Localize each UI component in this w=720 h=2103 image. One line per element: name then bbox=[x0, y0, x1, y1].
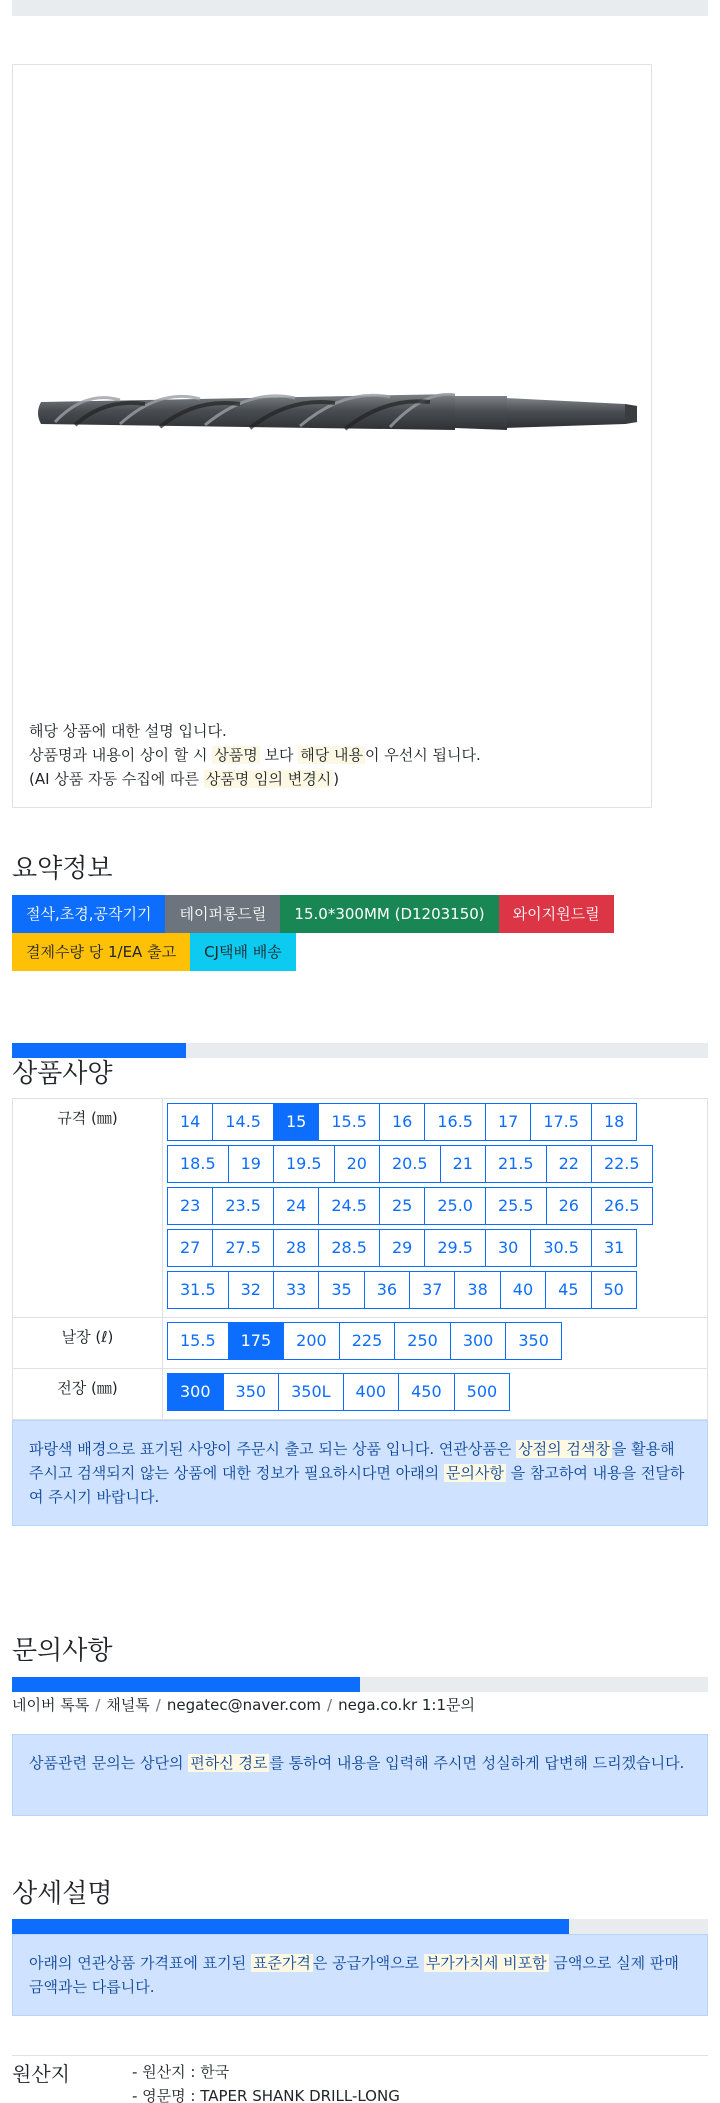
search-hint: 상점의 검색창 bbox=[518, 1440, 610, 1458]
spec-progress-fill bbox=[12, 1043, 186, 1058]
spec-option[interactable]: 28 bbox=[273, 1229, 319, 1267]
spec-label: 규격 (㎜) bbox=[13, 1099, 163, 1317]
spec-option[interactable]: 450 bbox=[398, 1373, 455, 1411]
spec-option[interactable]: 25.5 bbox=[485, 1187, 547, 1225]
option-line bbox=[167, 1103, 703, 1141]
option-line bbox=[167, 1187, 703, 1225]
origin-country: - 원산지 : 한국 bbox=[132, 2063, 230, 2081]
summary-badges bbox=[12, 895, 672, 971]
badge-row-2 bbox=[12, 933, 672, 971]
naver-talk-link[interactable]: 네이버 톡톡 bbox=[12, 1696, 90, 1714]
brand-badge: 와이지원드릴 bbox=[499, 895, 614, 933]
spec-option[interactable]: 37 bbox=[409, 1271, 455, 1309]
option-line bbox=[167, 1229, 703, 1267]
detail-title: 상세설명 bbox=[12, 1879, 113, 1909]
spec-option[interactable]: 26 bbox=[546, 1187, 592, 1225]
detail-progress bbox=[12, 1919, 708, 1934]
spec-option[interactable]: 35 bbox=[318, 1271, 364, 1309]
spec-option[interactable]: 30.5 bbox=[530, 1229, 592, 1267]
spec-option[interactable]: 30 bbox=[485, 1229, 531, 1267]
spec-option-selected[interactable]: 175 bbox=[228, 1322, 285, 1360]
spec-label: 전장 (㎜) bbox=[13, 1369, 163, 1419]
option-line bbox=[167, 1373, 703, 1411]
spec-option[interactable]: 28.5 bbox=[318, 1229, 380, 1267]
category-badge: 절삭,초경,공작기기 bbox=[12, 895, 165, 933]
summary-title: 요약정보 bbox=[12, 854, 113, 884]
spec-option[interactable]: 500 bbox=[454, 1373, 511, 1411]
inquiry-notice: 상품관련 문의는 상단의 편하신 경로 를 통하여 내용을 입력해 주시면 성실하게 답변해 드리겠습니다. bbox=[12, 1734, 708, 1816]
spec-option-selected[interactable]: 300 bbox=[167, 1373, 224, 1411]
spec-option[interactable]: 19.5 bbox=[273, 1145, 335, 1183]
origin-section bbox=[12, 2055, 708, 2103]
spec-option[interactable]: 350 bbox=[223, 1373, 280, 1411]
shipping-badge: CJ택배 배송 bbox=[190, 933, 296, 971]
spec-option[interactable]: 18 bbox=[591, 1103, 637, 1141]
spec-row-total-length bbox=[13, 1369, 707, 1419]
drill-image bbox=[25, 380, 643, 440]
spec-option[interactable]: 29 bbox=[379, 1229, 425, 1267]
spec-option[interactable]: 16 bbox=[379, 1103, 425, 1141]
spec-option[interactable]: 45 bbox=[545, 1271, 591, 1309]
origin-english-name: - 영문명 : TAPER SHANK DRILL-LONG bbox=[132, 2087, 400, 2103]
top-bar bbox=[12, 0, 708, 16]
spec-option[interactable]: 15.5 bbox=[167, 1322, 229, 1360]
spec-table bbox=[12, 1098, 708, 1420]
spec-option[interactable]: 33 bbox=[273, 1271, 319, 1309]
spec-option[interactable]: 14.5 bbox=[212, 1103, 274, 1141]
spec-option[interactable]: 22 bbox=[546, 1145, 592, 1183]
product-image-box bbox=[12, 64, 652, 808]
spec-option[interactable]: 15.5 bbox=[318, 1103, 380, 1141]
spec-option[interactable]: 21 bbox=[440, 1145, 486, 1183]
spec-option[interactable]: 18.5 bbox=[167, 1145, 229, 1183]
spec-option[interactable]: 20 bbox=[334, 1145, 380, 1183]
spec-option[interactable]: 300 bbox=[450, 1322, 507, 1360]
contact-links: 네이버 톡톡 / 채널톡 / negatec@naver.com / nega.co.kr 1:1문의 bbox=[12, 1696, 475, 1714]
badge-row-1 bbox=[12, 895, 672, 933]
type-badge: 테이퍼롱드릴 bbox=[165, 895, 280, 933]
spec-option[interactable]: 25 bbox=[379, 1187, 425, 1225]
model-badge: 15.0*300MM (D1203150) bbox=[280, 895, 498, 933]
spec-option[interactable]: 38 bbox=[454, 1271, 500, 1309]
description-line-2: 상품명과 내용이 상이 할 시 상품명 보다 해당 내용 이 우선시 됩니다. bbox=[29, 746, 481, 764]
spec-option[interactable]: 200 bbox=[283, 1322, 340, 1360]
spec-option[interactable]: 24.5 bbox=[318, 1187, 380, 1225]
spec-option[interactable]: 400 bbox=[343, 1373, 400, 1411]
spec-option[interactable]: 31 bbox=[591, 1229, 637, 1267]
spec-label: 날장 (ℓ) bbox=[13, 1318, 163, 1368]
spec-option[interactable]: 225 bbox=[339, 1322, 396, 1360]
spec-option[interactable]: 27 bbox=[167, 1229, 213, 1267]
spec-option[interactable]: 17 bbox=[485, 1103, 531, 1141]
spec-option[interactable]: 36 bbox=[364, 1271, 410, 1309]
spec-option[interactable]: 32 bbox=[228, 1271, 274, 1309]
spec-option[interactable]: 22.5 bbox=[591, 1145, 653, 1183]
spec-progress bbox=[12, 1043, 708, 1058]
spec-notice: 파랑색 배경으로 표기된 사양이 주문시 출고 되는 상품 입니다. 연관상품은 상점의 검색창 을 활용해 주시고 검색되지 않는 상품에 대한 정보가 필요하시다면 아래의 문의사항 을 참고하여 내용을 전달하여 주시기 바랍니다. bbox=[12, 1420, 708, 1526]
spec-options bbox=[163, 1369, 707, 1419]
option-line bbox=[167, 1322, 703, 1360]
origin-values bbox=[132, 2060, 400, 2103]
description-line-1: 해당 상품에 대한 설명 입니다. bbox=[29, 722, 227, 740]
detail-notice: 아래의 연관상품 가격표에 표기된 표준가격 은 공급가액으로 부가가치세 비포함 금액으로 실제 판매금액과는 다릅니다. bbox=[12, 1934, 708, 2016]
spec-title: 상품사양 bbox=[12, 1059, 113, 1089]
spec-row-flute-length bbox=[13, 1318, 707, 1369]
email-link[interactable]: negatec@naver.com bbox=[166, 1696, 322, 1714]
spec-option[interactable]: 23 bbox=[167, 1187, 213, 1225]
spec-option[interactable]: 17.5 bbox=[530, 1103, 592, 1141]
inquiry-progress-fill bbox=[12, 1677, 360, 1692]
spec-option[interactable]: 23.5 bbox=[212, 1187, 274, 1225]
spec-options bbox=[163, 1318, 707, 1368]
spec-options bbox=[163, 1099, 707, 1317]
spec-row-size bbox=[13, 1099, 707, 1318]
spec-option[interactable]: 26.5 bbox=[591, 1187, 653, 1225]
spec-option[interactable]: 21.5 bbox=[485, 1145, 547, 1183]
description-line-3: (AI 상품 자동 수집에 따른 상품명 임의 변경시 ) bbox=[29, 770, 340, 788]
spec-option[interactable]: 16.5 bbox=[424, 1103, 486, 1141]
option-line bbox=[167, 1271, 703, 1309]
spec-option[interactable]: 350 bbox=[505, 1322, 562, 1360]
spec-option[interactable]: 20.5 bbox=[379, 1145, 441, 1183]
inquiry-title: 문의사항 bbox=[12, 1636, 113, 1666]
spec-option-selected[interactable]: 15 bbox=[273, 1103, 319, 1141]
inquiry-hint: 문의사항 bbox=[445, 1464, 504, 1482]
quantity-badge: 결제수량 당 1/EA 출고 bbox=[12, 933, 190, 971]
inquiry-progress bbox=[12, 1677, 708, 1692]
product-description bbox=[29, 719, 481, 791]
spec-option[interactable]: 31.5 bbox=[167, 1271, 229, 1309]
spec-option[interactable]: 29.5 bbox=[424, 1229, 486, 1267]
option-line bbox=[167, 1145, 703, 1183]
spec-option[interactable]: 27.5 bbox=[212, 1229, 274, 1267]
spec-option[interactable]: 50 bbox=[591, 1271, 637, 1309]
spec-option[interactable]: 19 bbox=[228, 1145, 274, 1183]
spec-option[interactable]: 24 bbox=[273, 1187, 319, 1225]
spec-option[interactable]: 25.0 bbox=[424, 1187, 486, 1225]
site-inquiry-link[interactable]: nega.co.kr 1:1문의 bbox=[338, 1696, 475, 1714]
spec-option[interactable]: 350L bbox=[278, 1373, 343, 1411]
spec-option[interactable]: 250 bbox=[394, 1322, 451, 1360]
origin-label: 원산지 bbox=[12, 2062, 70, 2086]
detail-progress-fill bbox=[12, 1919, 569, 1934]
spec-option[interactable]: 40 bbox=[500, 1271, 546, 1309]
spec-option[interactable]: 14 bbox=[167, 1103, 213, 1141]
channel-talk-link[interactable]: 채널톡 bbox=[106, 1696, 150, 1714]
